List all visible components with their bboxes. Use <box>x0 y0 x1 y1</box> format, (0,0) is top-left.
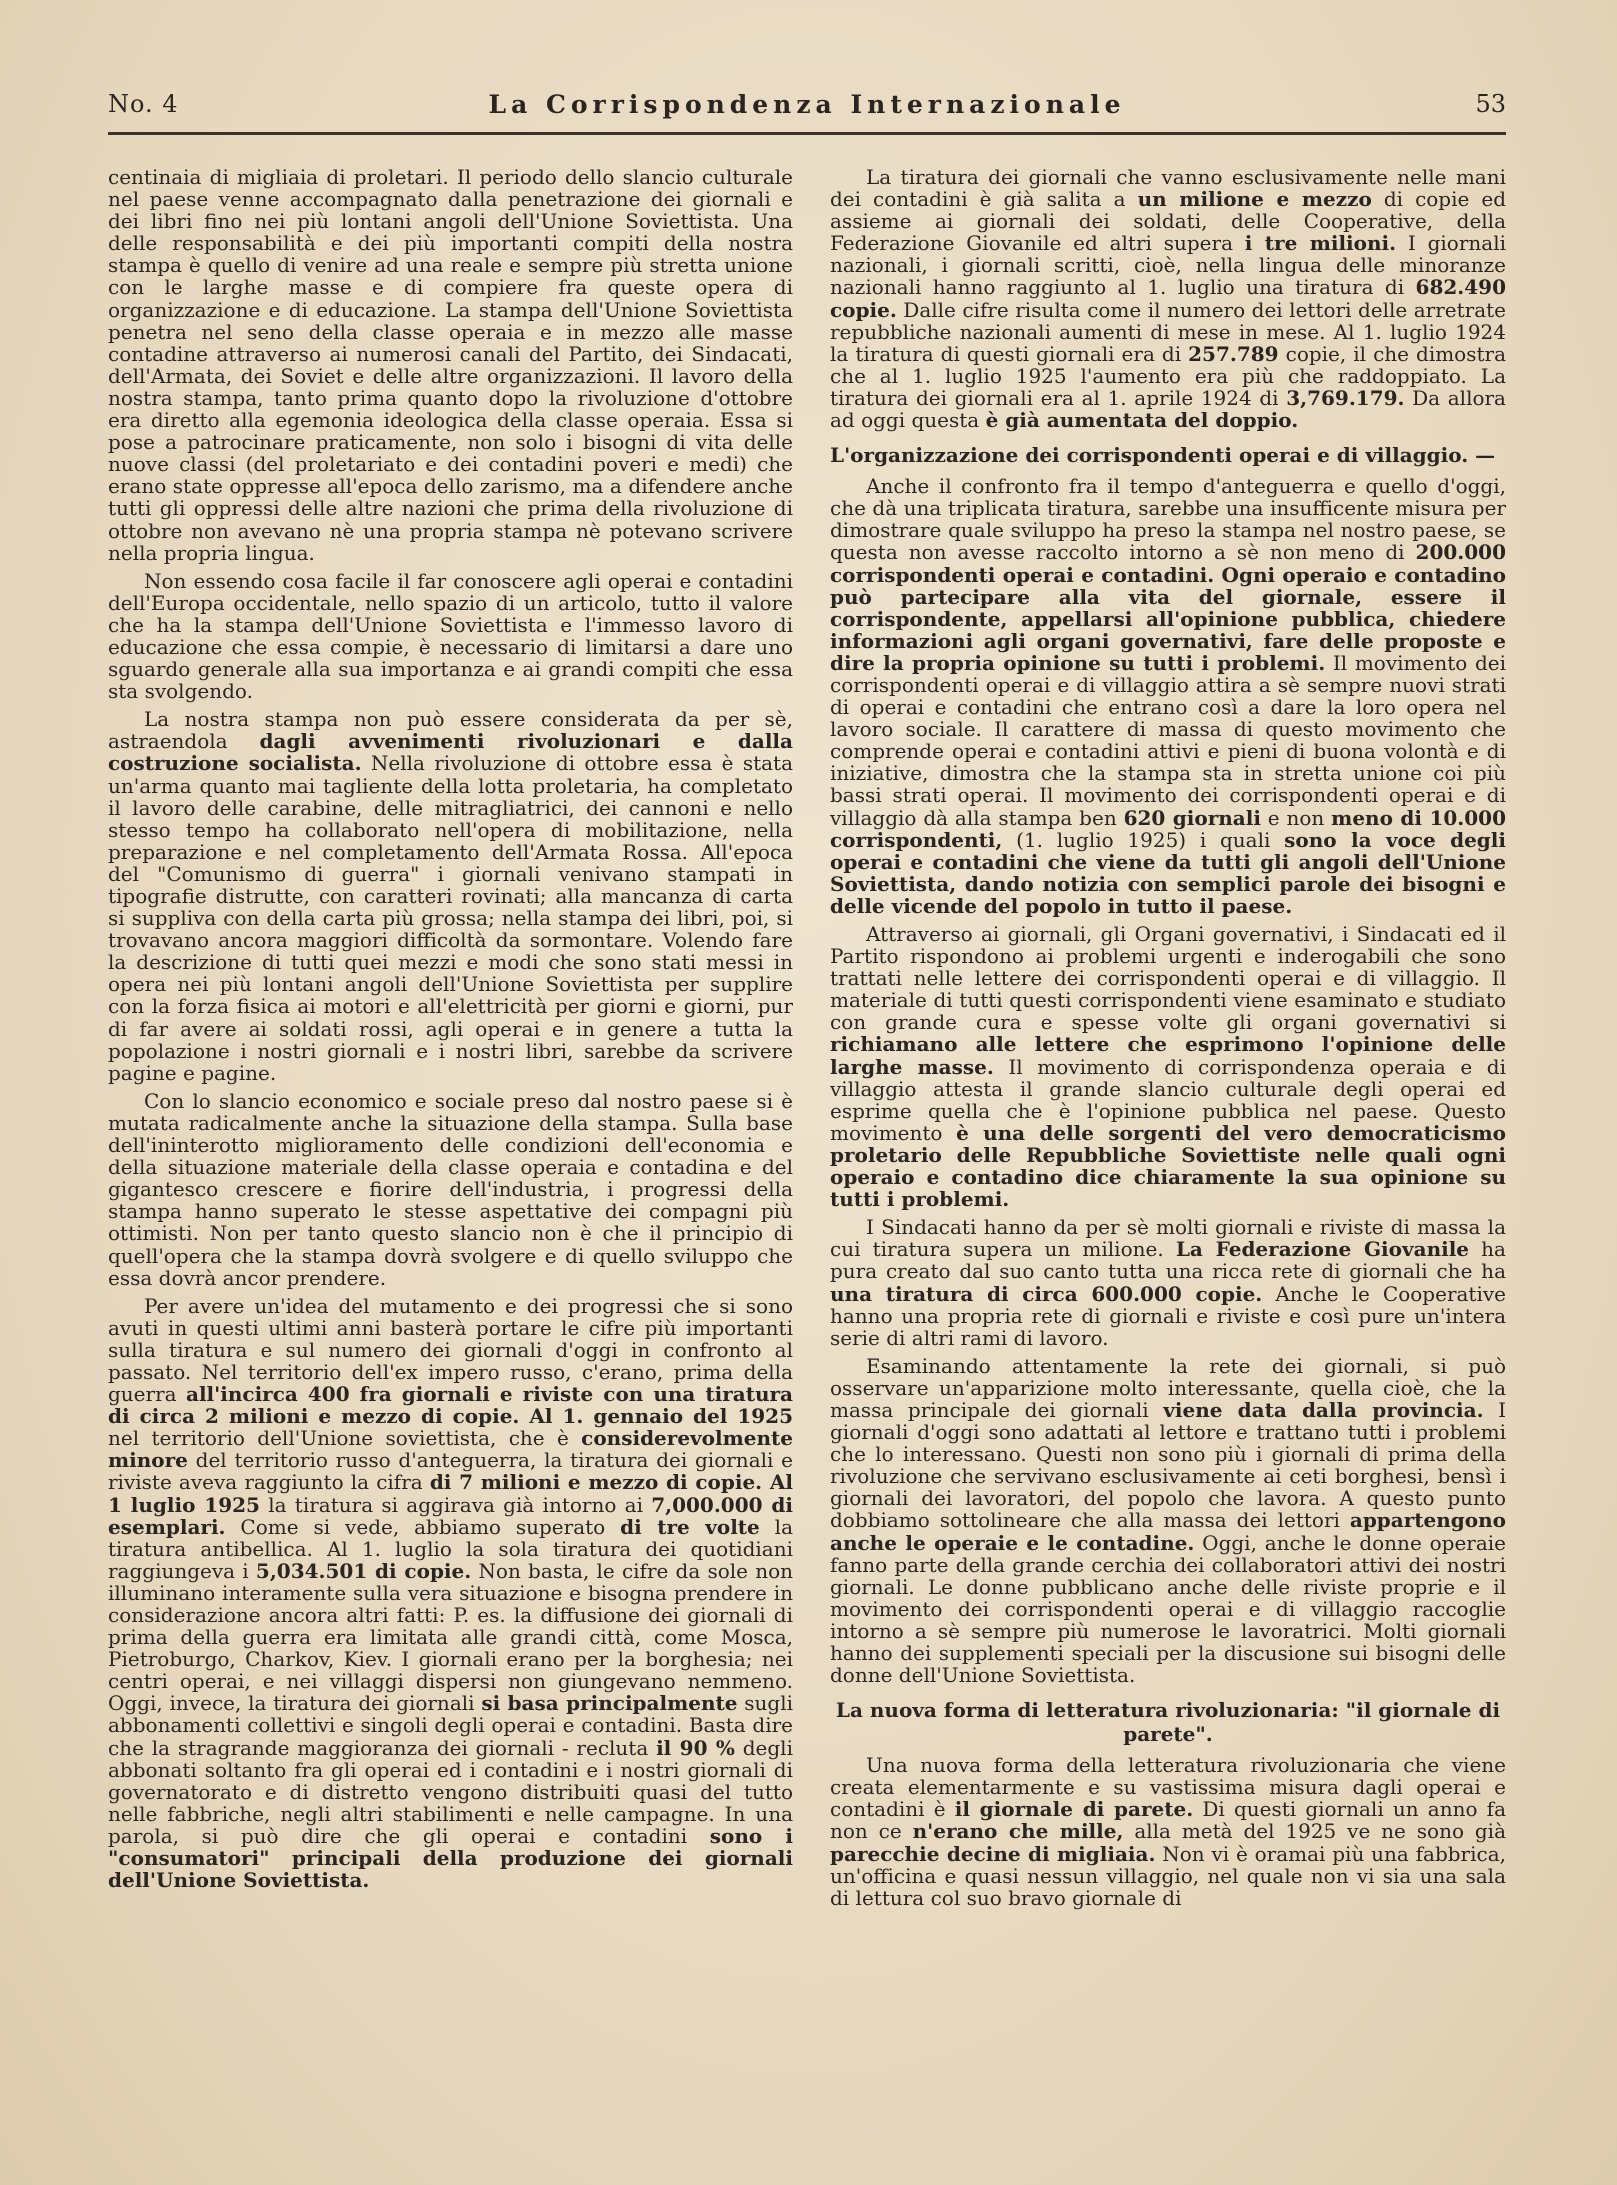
bold-run: sono la voce degli operai e contadini che viene da tutti gli angoli dell'Unione Soviettista, dando notizia con semplici parole dei bisogni e delle vicende del popolo in tutto il paese. <box>830 827 1506 918</box>
text-run: nel territorio dell'Unione soviettista, che è <box>108 1426 582 1451</box>
text-run: la tiratura si aggirava già intorno ai <box>259 1492 652 1517</box>
left-paragraph-2: Non essendo cosa facile il far conoscere agli operai e contadini dell'Europa occidentale, nello spazio di un articolo, tutto il valore che ha la stampa dell'Unione Soviettista e l'immesso lavoro di educazione che essa compie, è necessario di limitarsi a dare uno sguardo generale alla sua importanza e ai grandi compiti che essa sta svolgendo. <box>108 568 793 704</box>
text-run: alla metà del 1925 ve ne sono già <box>1123 1819 1506 1844</box>
text-run: Oggi, anche le donne operaie fanno parte della grande cerchia dei collaboratori attivi dei nostri giornali. Le donne pubblicano anche delle riviste proprie e il movimento dei corrispondenti operai e di villaggio raccoglie intorno a sè sempre più numerose le lavoratrici. Molti giornali hanno dei supplementi speciali per la discusione sui bisogni delle donne dell'Unione Soviettista. <box>830 1530 1506 1688</box>
page-header <box>108 90 1506 128</box>
right-column <box>830 166 1506 2151</box>
text-run: I giornali nazionali, i giornali scritti, cioè, nella lingua delle minoranze nazionali hanno raggiunto al 1. luglio una tiratura di <box>830 231 1506 300</box>
left-paragraph-4: Con lo slancio economico e sociale preso dal nostro paese si è mutata radicalmente anche la situazione della stampa. Sulla base dell'ininterotto miglioramento delle condizioni dell'economia e della situazione materiale della classe operaia e contadina e del gigantesco crescere e fiorire dell'industria, i progressi della stampa hanno superato le stesse aspettative dei compagni più ottimisti. Non per tanto questo slancio non è che il principio di quell'opera che la stampa dovrà svolgere e di quello sviluppo che essa dovrà ancor prendere. <box>108 1088 793 1290</box>
bold-run: viene data dalla provincia. <box>1163 1397 1484 1422</box>
text-run: (1. luglio 1925) i quali <box>1002 827 1285 852</box>
text-run: Per avere un'idea del mutamento e dei progressi che si sono avuti in questi ultimi anni basterà portare le cifre più importanti sulla tiratura e sul numero dei giornali d'oggi in confronto al passato. Nel territorio dell'ex impero russo, c'erano, prima della guerra <box>108 1293 793 1407</box>
text-run: Come si vede, abbiamo superato <box>225 1514 621 1539</box>
text-run: I giornali d'oggi sono adattati al lettore e trattano tutti i problemi che lo interessano. Questi non sono più i giornali di prima della rivoluzione che servivano esclusivamente ai ceti borghesi, bensì i giornali dei lavoratori, del popolo che lavora. A questo punto dobbiamo sottolineare che alla massa dei lettori <box>830 1397 1506 1533</box>
text-run: la tiratura antibellica. Al 1. luglio la sola tiratura dei quotidiani raggiungeva i <box>108 1514 793 1583</box>
text-run: Nella rivoluzione di ottobre essa è stata un'arma quanto mai tagliente della lotta proletaria, ha completato il lavoro delle carabine, delle mitragliatrici, dei cannoni e nello stesso tempo ha collaborato nell'opera di mobilitazione, nella preparazione e nel completamento dell'Armata Rossa. All'epoca del "Comunismo di guerra" i giornali venivano stampati in tipografie distrutte, con caratteri rovinati; alla mancanza di carta si suppliva con della carta più grossa; nella stampa dei libri, poi, si trovavano ancora maggiori difficoltà da sormontare. Volendo fare la descrizione di tutti quei mezzi e modi che sono stati messi in opera nei più lontani angoli dell'Unione Soviettista per supplire con la forza fisica ai motori e all'elettricità per giorni e giorni, pur di far avere ai soldati rossi, agli operai e in genere a tutta la popolazione i nostri giornali e i nostri libri, sarebbe da scrivere pagine e pagine. <box>108 751 793 1085</box>
issue-number: No. 4 <box>108 90 179 118</box>
text-run: copie, il che dimostra che al 1. luglio 1925 l'aumento era più che raddoppiato. La tiratura dei giornali era al 1. aprile 1924 di <box>830 341 1506 410</box>
bold-run: considerevolmente minore <box>108 1426 793 1473</box>
text-run: La tiratura dei giornali che vanno esclusivamente nelle mani dei contadini è già salita a <box>830 166 1506 212</box>
right-paragraph-3 <box>830 923 1506 1210</box>
bold-run: di 7 milioni e mezzo di copie. Al 1 luglio 1925 <box>108 1470 793 1517</box>
text-run: ha pura creato dal suo canto tutta una ricca rete di giornali che ha <box>830 1237 1506 1284</box>
right-paragraph-2 <box>830 475 1506 917</box>
text-run: Anche le Cooperative hanno una propria rete di giornali e riviste e così pure un'intera serie di altri rami di lavoro. <box>830 1281 1506 1350</box>
text-run: del territorio russo d'anteguerra, la tiratura dei giornali e riviste aveva raggiunto la cifra <box>108 1448 793 1495</box>
left-paragraph-3 <box>108 708 793 1084</box>
publication-title: La Corrispondenza Internazionale <box>488 90 1126 119</box>
text-run: Dalle cifre risulta come il numero dei lettori delle arretrate repubbliche nazionali aumenti di mese in mese. Al 1. luglio 1924 la tiratura di questi giornali era di <box>830 297 1506 366</box>
header-rule <box>108 132 1506 135</box>
text-run: I Sindacati hanno da per sè molti giornali e riviste di massa la cui tiratura supera un milione. <box>830 1215 1506 1262</box>
bold-run: all'incirca 400 fra giornali e riviste con una tiratura di circa 2 milioni e mezzo di copie. Al 1. gennaio del 1925 <box>108 1382 793 1429</box>
text-run: Non vi è oramai più una fabbrica, un'officina e quasi nessun villaggio, nel quale non vi sia una sala di lettura col suo bravo giornale di <box>830 1841 1506 1910</box>
bold-run: meno di 10.000 corrispondenti, <box>830 805 1506 852</box>
bold-run: 257.789 <box>1188 341 1279 366</box>
text-run: Il movimento di corrispondenza operaia e di villaggio attesta il grande slancio culturale degli operai ed esprime quella che è l'opinione pubblica nel paese. Questo movimento <box>830 1054 1506 1145</box>
text-run: Non basta, le cifre da sole non illuminano interamente sulla vera situazione e bisogna prendere in considerazione ancora altri fatti: P. es. la diffusione dei giornali di prima della guerra era limitata alle grandi città, come Mosca, Pietroburgo, Charkov, Kiev. I giornali erano per la borghesia; nei centri operai, e nei villaggi dispersi non giungevano nemmeno. Oggi, invece, la tiratura dei giornali <box>108 1558 793 1716</box>
bold-run: una tiratura di circa 600.000 copie. <box>830 1281 1263 1306</box>
bold-run: La Federazione Giovanile <box>1175 1237 1470 1262</box>
bold-run: 7,000.000 di esemplari. <box>108 1492 793 1539</box>
text-run: di copie ed assieme ai giornali dei soldati, delle Cooperative, della Federazione Giovanile ed altri supera <box>830 187 1506 256</box>
bold-run: 200.000 corrispondenti operai e contadini. Ogni operaio e contadino può partecipare alla vita del giornale, essere il corrispondente, appellarsi all'opinione pubblica, chiedere informazioni agli organi governativi, fare delle proposte e dire la propria opinione su tutti i problemi. <box>830 540 1506 675</box>
text-run: e non <box>1260 805 1332 830</box>
section-heading-corrispondenti: L'organizzazione dei corrispondenti operai e di villaggio. — <box>830 443 1496 468</box>
text-run: Anche il confronto fra il tempo d'anteguerra e quello d'oggi, che dà una triplicata tiratura, sarebbe una insufficente misura per dimostrare quale sviluppo ha preso la stampa nel nostro paese, se questa non avesse raccolto intorno a sè non meno di <box>830 474 1506 565</box>
bold-run: n'erano che mille, <box>912 1819 1124 1844</box>
bold-run: richiamano alle lettere che esprimono l'opinione delle larghe masse. <box>830 1032 1506 1079</box>
bold-run: parecchie decine di migliaia. <box>830 1841 1156 1866</box>
bold-run: 5,034.501 di copie. <box>255 1558 472 1583</box>
text-run: La nostra stampa non può essere considerata da per sè, astraendola <box>108 707 793 754</box>
bold-run: un milione e mezzo <box>1137 187 1372 212</box>
left-column <box>108 166 793 2151</box>
text-run: Di questi giornali un anno fa non ce <box>830 1797 1506 1844</box>
page-number: 53 <box>1475 90 1506 118</box>
section-heading-giornale-di-parete: La nuova forma di letteratura rivoluzionaria: "il giornale di parete". <box>835 1698 1501 1747</box>
bold-run: è già aumentata del doppio. <box>985 408 1299 433</box>
bold-run: il 90 % <box>656 1735 735 1760</box>
bold-run: 620 giornali <box>1123 805 1261 830</box>
bold-run: 3,769.179. <box>1286 385 1405 410</box>
bold-run: 682.490 copie. <box>830 275 1506 322</box>
bold-run: si basa principalmente <box>481 1691 738 1716</box>
right-paragraph-6 <box>830 1754 1506 1909</box>
bold-run: il giornale di parete. <box>954 1797 1194 1822</box>
right-paragraph-4 <box>830 1216 1506 1349</box>
text-run: Esaminando attentamente la rete dei giornali, si può osservare un'apparizione molto interessante, quella cioè, che la massa principale dei giornali <box>830 1353 1506 1422</box>
right-paragraph-5 <box>830 1355 1506 1686</box>
bold-run: di tre volte <box>620 1514 760 1539</box>
left-paragraph-1: centinaia di migliaia di proletari. Il periodo dello slancio culturale nel paese venne accompagnato dalla penetrazione dei giornali e dei libri fino nei più lontani angoli dell'Unione Soviettista. Una delle responsabilità e dei più importanti compiti della nostra stampa è quello di venire ad una reale e sempre più stretta unione con le larghe masse e di compiere fra queste opera di organizzazione e di educazione. La stampa dell'Unione Soviettista penetra nel seno della classe operaia e in mezzo alle masse contadine attraverso ai numerosi canali del Partito, dei Sindacati, dell'Armata, dei Soviet e delle altre organizzazioni. Il lavoro della nostra stampa, tanto prima quanto dopo la rivoluzione d'ottobre era diretto alla egemonia ideologica della classe operaia. Essa si pose a patrocinare praticamente, non solo i bisogni di vita delle nuove classi (del proletariato e dei contadini poveri e medi) che erano state oppresse all'epoca dello zarismo, ma a difendere anche tutti gli oppressi delle altre nazioni che prima della rivoluzione di ottobre non avevano nè una propria stampa nè potevano scrivere nella propria lingua. <box>108 166 793 565</box>
text-run: Attraverso ai giornali, gli Organi governativi, i Sindacati ed il Partito rispondono ai problemi urgenti e inderogabili che sono trattati nelle lettere dei corrispondenti operai e di villaggio. Il materiale di tutti questi corrispondenti viene esaminato e studiato con grande cura e spesse volte gli organi governativi si <box>830 922 1506 1035</box>
text-run: Una nuova forma della letteratura rivoluzionaria che viene creata elementarmente e su vastissima misura dagli operai e contadini è <box>830 1753 1506 1822</box>
text-run: sugli abbonamenti collettivi e singoli degli operai e contadini. Basta dire che la stragrande maggioranza dei giornali - recluta <box>108 1691 793 1760</box>
bold-run: sono i "consumatori" principali della produzione dei giornali dell'Unione Soviettista. <box>108 1823 793 1893</box>
bold-run: i tre milioni. <box>1244 231 1397 256</box>
right-paragraph-1 <box>830 166 1506 431</box>
text-run: Il movimento dei corrispondenti operai e di villaggio attira a sè sempre nuovi strati di operai e contadini che entrano così a dare la loro opera nel lavoro sociale. Il carattere di massa di questo movimento che comprende operai e contadini attivi e pieni di buona volontà e di iniziative, dimostra che la stampa sta in stretta unione coi più bassi strati operai. Il movimento dei corrispondenti operai e di villaggio dà alla stampa ben <box>830 650 1506 830</box>
text-run: Da allora ad oggi questa <box>830 385 1506 433</box>
bold-run: dagli avvenimenti rivoluzionari e dalla costruzione socialista. <box>108 729 793 776</box>
text-run: degli abbonati soltanto fra gli operai ed i contadini e i nostri giornali di governatorato e di distretto vengono distribuiti quasi del tutto nelle fabbriche, negli altri stabilimenti e nelle campagne. In una parola, si può dire che gli operai e contadini <box>108 1735 793 1848</box>
bold-run: appartengono anche le operaie e le contadine. <box>830 1508 1506 1555</box>
left-paragraph-5 <box>108 1295 793 1892</box>
bold-run: è una delle sorgenti del vero democraticismo proletario delle Repubbliche Soviettiste nelle quali ogni operaio e contadino dice chiaramente la sua opinione su tutti i problemi. <box>830 1120 1506 1212</box>
